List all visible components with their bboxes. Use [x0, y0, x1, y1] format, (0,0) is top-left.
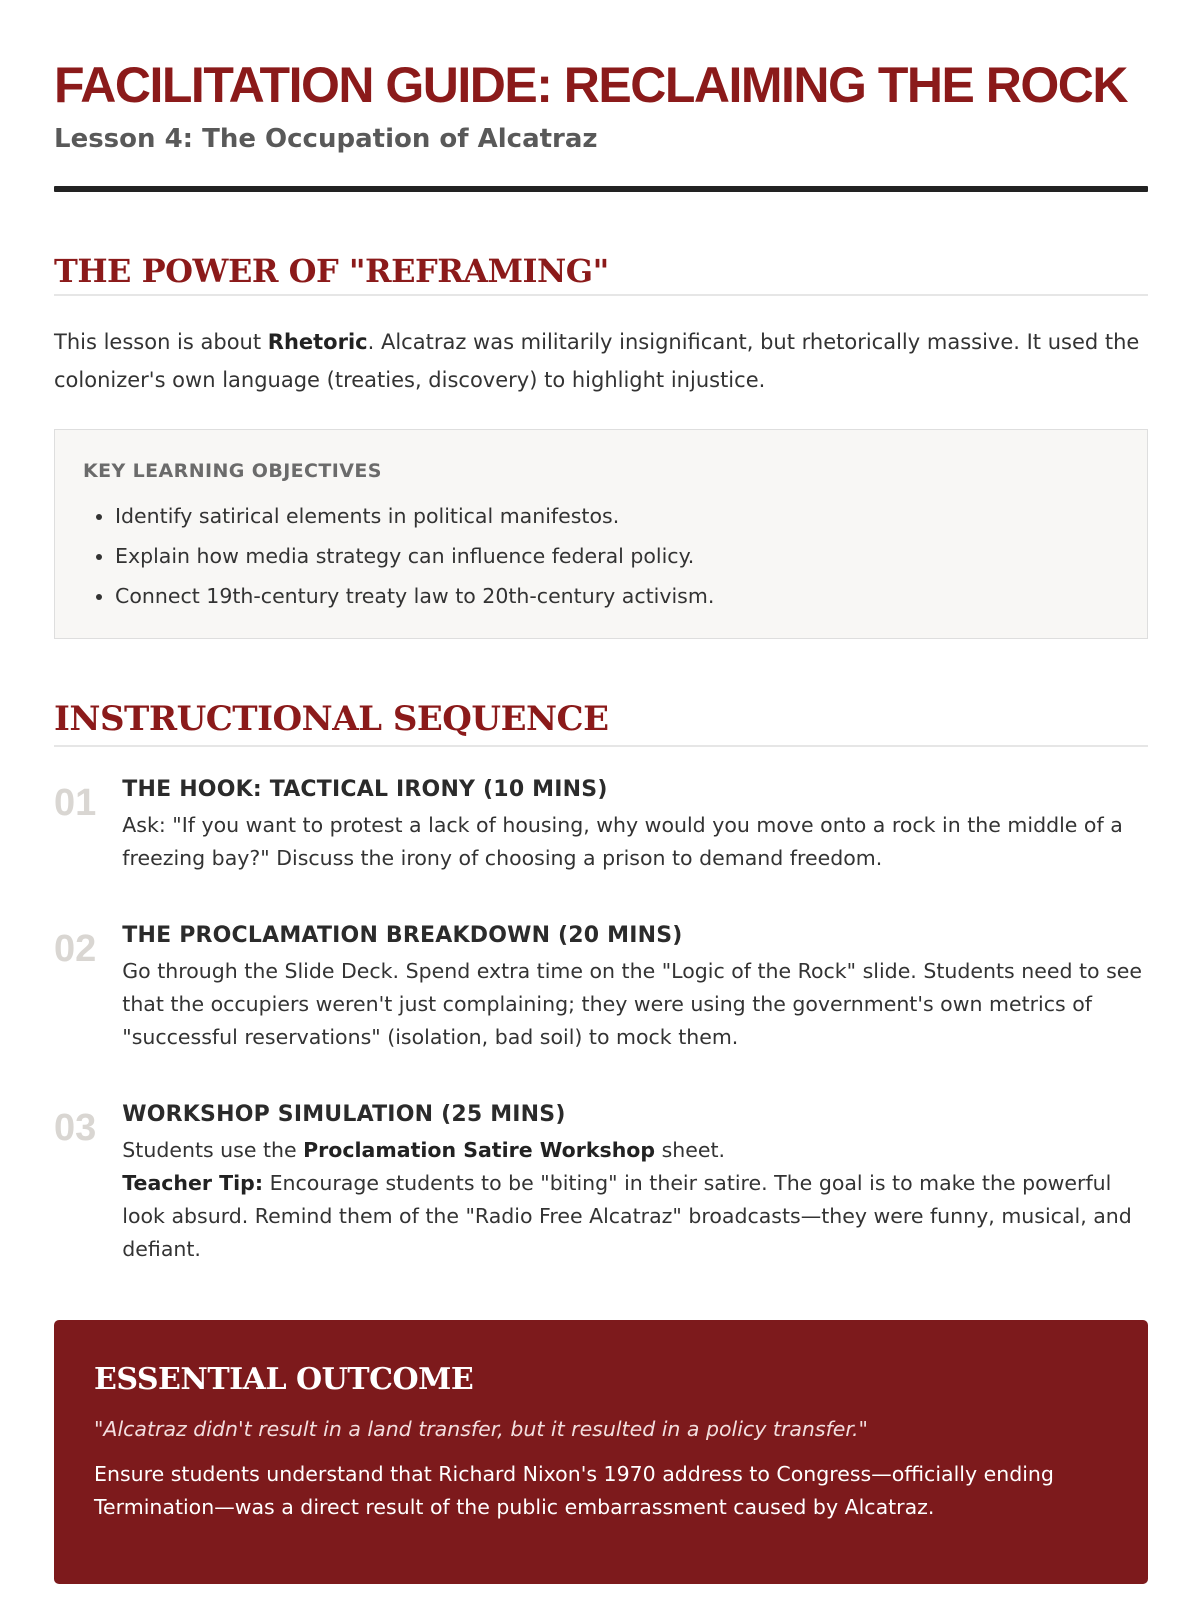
outcome-text: Ensure students understand that Richard Nixon's 1970 address to Congress—officially ending Termination—was a direct result of the public embarrassment caused by Alcatraz.: [94, 1461, 1054, 1519]
teacher-tip-label: Teacher Tip:: [122, 1170, 264, 1195]
step-number: 01: [54, 781, 97, 824]
step-body: [122, 775, 1148, 875]
step-hook: [54, 775, 1148, 875]
workshop-text-end: sheet.: [655, 1137, 726, 1162]
objective-item: • Identify satirical elements in political manifestos.: [115, 496, 1119, 536]
workshop-instruction: [122, 1134, 1148, 1167]
page-title: FACILITATION GUIDE: RECLAIMING THE ROCK: [54, 57, 1127, 113]
workshop-sheet-name: Proclamation Satire Workshop: [303, 1137, 656, 1162]
step-title: THE HOOK: TACTICAL IRONY (10 MINS): [122, 776, 608, 802]
teacher-tip-text: Encourage students to be "biting" in their satire. The goal is to make the powerful look absurd. Remind them of the "Radio Free Alcatraz" broadcasts—they were funny, musical, and defiant.: [122, 1170, 1132, 1261]
intro-keyword: Rhetoric: [267, 329, 368, 354]
page-subtitle: Lesson 4: The Occupation of Alcatraz: [54, 124, 598, 154]
section-heading-sequence: INSTRUCTIONAL SEQUENCE: [54, 697, 1148, 747]
objectives-list: [83, 496, 1119, 616]
step-body: [122, 921, 1148, 1054]
intro-paragraph: [54, 323, 1148, 399]
step-proclamation-breakdown: [54, 921, 1148, 1054]
step-body: [122, 1100, 1148, 1266]
step-workshop-simulation: [54, 1100, 1148, 1266]
objectives-box: [54, 429, 1148, 639]
outcome-quote: "Alcatraz didn't result in a land transfer, but it resulted in a policy transfer.": [94, 1416, 868, 1441]
step-title: THE PROCLAMATION BREAKDOWN (20 MINS): [122, 922, 683, 948]
objective-item: • Connect 19th-century treaty law to 20th-century activism.: [115, 576, 1119, 616]
outcome-title: ESSENTIAL OUTCOME: [94, 1361, 474, 1397]
step-number: 03: [54, 1106, 97, 1149]
step-text: Go through the Slide Deck. Spend extra time on the "Logic of the Rock" slide. Students need to see that the occupiers weren't just complaining; they were using the government's own metrics of "successful reservations" (isolation, bad soil) to mock them.: [122, 958, 1142, 1049]
intro-text-end: . Alcatraz was militarily insignificant, but rhetorically massive. It used the colonizer's own language (treaties, discovery) to highlight injustice.: [54, 329, 1140, 392]
objective-item: • Explain how media strategy can influence federal policy.: [115, 536, 1119, 576]
step-text: [122, 1134, 1148, 1266]
title-divider: [54, 186, 1148, 192]
essential-outcome-box: [54, 1320, 1148, 1584]
teacher-tip: [122, 1167, 1148, 1266]
facilitation-guide-page: [54, 0, 1148, 1584]
workshop-text-start: Students use the: [122, 1137, 304, 1162]
intro-text-start: This lesson is about: [54, 329, 268, 354]
step-number: 02: [54, 927, 97, 970]
objectives-title: KEY LEARNING OBJECTIVES: [83, 459, 382, 482]
instructional-steps: [54, 775, 1148, 1266]
step-text: Ask: "If you want to protest a lack of housing, why would you move onto a rock in the middle of a freezing bay?" Discuss the irony of choosing a prison to demand freedom.: [122, 812, 1123, 870]
section-heading-reframing: THE POWER OF "REFRAMING": [54, 250, 1148, 296]
step-title: WORKSHOP SIMULATION (25 MINS): [122, 1101, 566, 1127]
